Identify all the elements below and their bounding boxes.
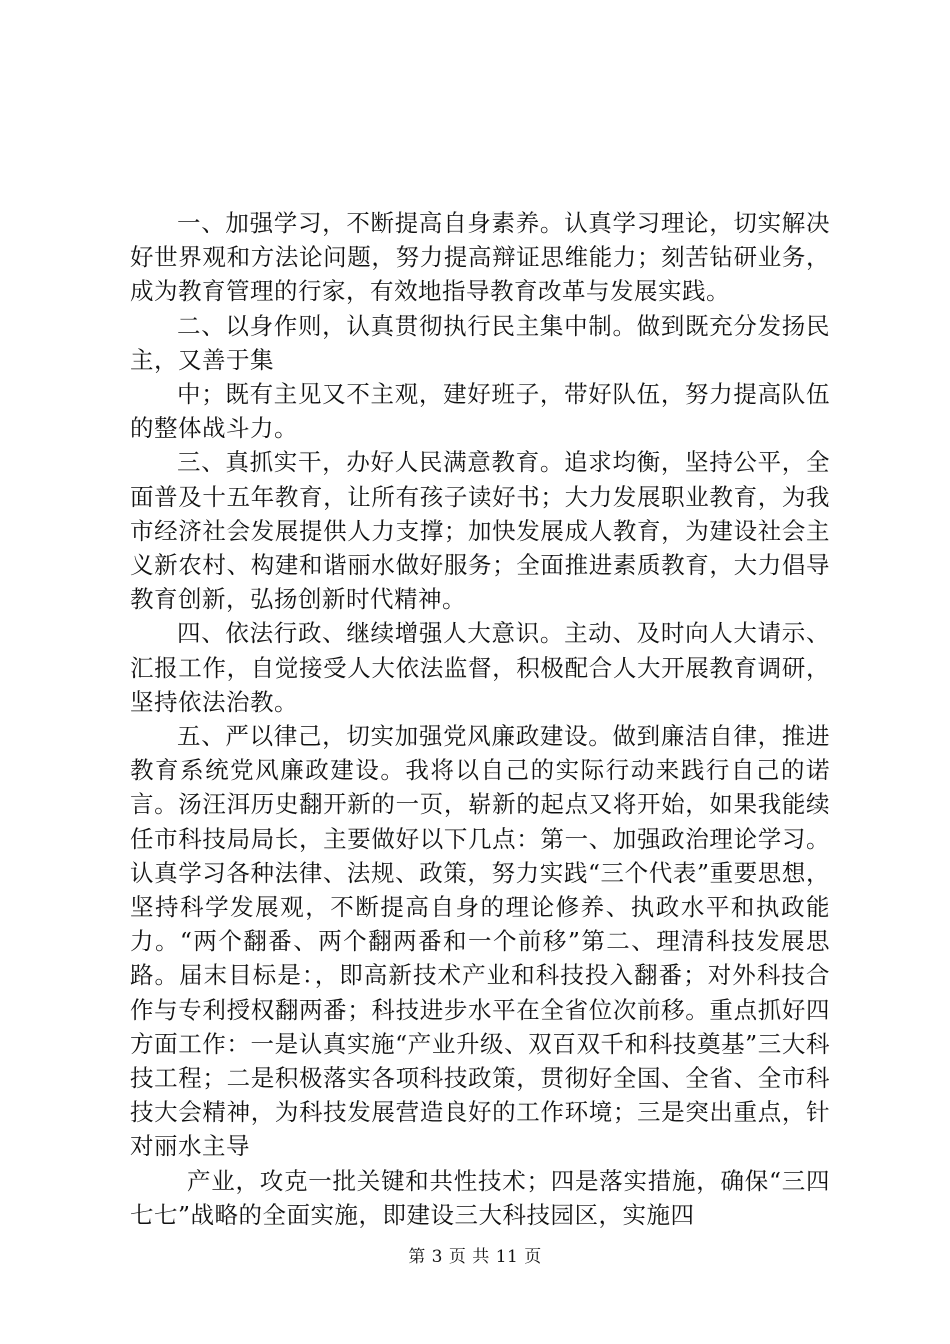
paragraph-1: 一、加强学习，不断提高自身素养。认真学习理论，切实解决好世界观和方法论问题，努力提高辩证思维能力；刻苦钻研业务，成为教育管理的行家，有效地指导教育改革与发展实践。 <box>130 209 830 306</box>
paragraph-5: 四、依法行政、继续增强人大意识。主动、及时向人大请示、汇报工作，自觉接受人大依法监督，积极配合人大开展教育调研，坚持依法治教。 <box>130 619 830 716</box>
paragraph-3: 中；既有主见又不主观，建好班子，带好队伍，努力提高队伍的整体战斗力。 <box>130 380 830 443</box>
paragraph-7: 产业，攻克一批关键和共性技术；四是落实措施，确保“三四七七”战略的全面实施，即建设三大科技园区，实施四 <box>130 1166 830 1229</box>
paragraph-2: 二、以身作则，认真贯彻执行民主集中制。做到既充分发扬民主，又善于集 <box>130 311 830 374</box>
page-footer: 第 3 页 共 11 页 <box>408 1247 542 1267</box>
paragraph-6: 五、严以律己，切实加强党风廉政建设。做到廉洁自律，推进教育系统党风廉政建设。我将以自己的实际行动来践行自己的诺言。汤汪洱历史翻开新的一页，崭新的起点又将开始，如果我能续任市科技局局长，主要做好以下几点：第一、加强政治理论学习。认真学习各种法律、法规、政策，努力实践“三个代表”重要思想，坚持科学发展观，不断提高自身的理论修养、执政水平和执政能力。“两个翻番、两个翻两番和一个前移”第二、理清科技发展思路。届末目标是：，即高新技术产业和科技投入翻番；对外科技合作与专利授权翻两番；科技进步水平在全省位次前移。重点抓好四方面工作：一是认真实施“产业升级、双百双千和科技奠基”三大科技工程；二是积极落实各项科技政策，贯彻好全国、全省、全市科技大会精神，为科技发展营造良好的工作环境；三是突出重点，针对丽水主导 <box>130 722 830 1161</box>
document-body <box>130 206 830 1232</box>
paragraph-4: 三、真抓实干，办好人民满意教育。追求均衡，坚持公平，全面普及十五年教育，让所有孩子读好书；大力发展职业教育，为我市经济社会发展提供人力支撑；加快发展成人教育，为建设社会主义新农村、构建和谐丽水做好服务；全面推进素质教育，大力倡导教育创新，弘扬创新时代精神。 <box>130 448 830 614</box>
